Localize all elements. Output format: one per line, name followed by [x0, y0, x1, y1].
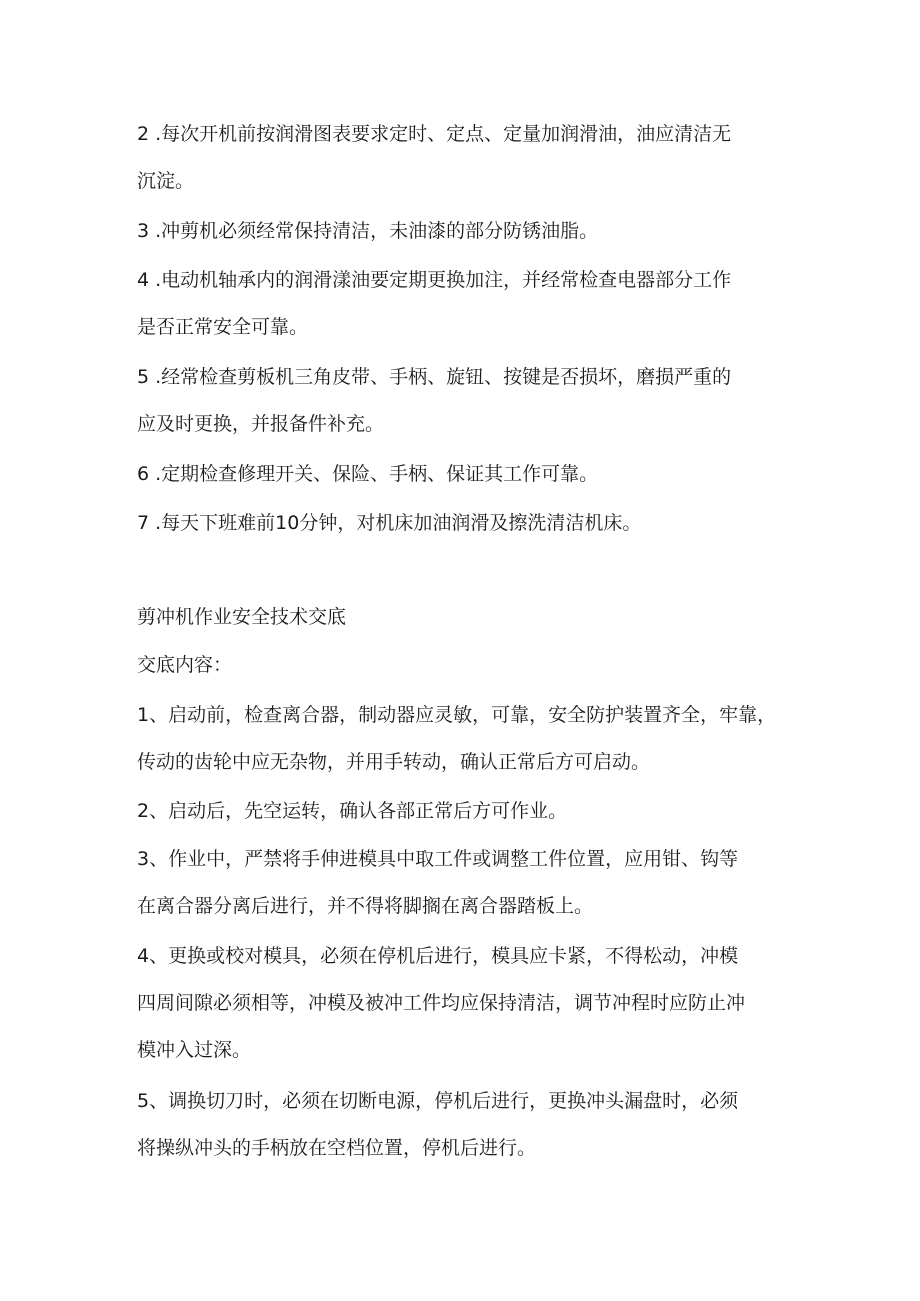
safety-item-3	[137, 836, 787, 930]
safety-item-1-line-1: 1、启动前，检查离合器，制动器应灵敏，可靠，安全防护装置齐全，牢靠，	[137, 704, 777, 726]
safety-item-5-line-2: 将操纵冲头的手柄放在空档位置，停机后进行。	[137, 1137, 537, 1159]
safety-item-1-line-2: 传动的齿轮中应无杂物，并用手转动，确认正常后方可启动。	[137, 751, 651, 773]
safety-item-4-line-1: 4、更换或校对模具，必须在停机后进行，模具应卡紧，不得松动，冲模	[137, 945, 739, 967]
maintenance-item-7	[137, 500, 787, 547]
safety-item-5-line-1: 5、调换切刀时，必须在切断电源，停机后进行，更换冲头漏盘时，必须	[137, 1090, 739, 1112]
safety-item-3-line-1: 3、作业中，严禁将手伸进模具中取工件或调整工件位置，应用钳、钩等	[137, 848, 739, 870]
safety-item-2-line-1: 2、启动后，先空运转，确认各部正常后方可作业。	[137, 800, 568, 822]
maintenance-item-3	[137, 208, 787, 255]
maintenance-item-6-line-1: 6 .定期检查修理开关、保险、手柄、保证其工作可靠。	[137, 463, 599, 485]
maintenance-item-4-line-2: 是否正常安全可靠。	[137, 316, 309, 338]
maintenance-item-2-line-2: 沉淀。	[137, 170, 195, 192]
section-title-text: 剪冲机作业安全技术交底	[137, 606, 347, 628]
maintenance-item-6	[137, 451, 787, 498]
maintenance-item-4	[137, 257, 787, 351]
maintenance-item-5-line-2: 应及时更换，并报备件补充。	[137, 413, 385, 435]
maintenance-item-5	[137, 354, 787, 448]
maintenance-item-2	[137, 111, 787, 205]
section-subtitle	[137, 642, 787, 689]
section-subtitle-text: 交底内容：	[137, 654, 233, 676]
safety-item-1	[137, 692, 787, 786]
maintenance-item-2-line-1: 2 .每次开机前按润滑图表要求定时、定点、定量加润滑油，油应清洁无	[137, 123, 732, 145]
safety-item-3-line-2: 在离合器分离后进行，并不得将脚搁在离合器踏板上。	[137, 895, 594, 917]
maintenance-item-5-line-1: 5 .经常检查剪板机三角皮带、手柄、旋钮、按键是否损坏，磨损严重的	[137, 366, 732, 388]
section-title	[137, 594, 787, 641]
maintenance-item-3-line-1: 3 .冲剪机必须经常保持清洁，未油漆的部分防锈油脂。	[137, 220, 599, 242]
safety-item-2	[137, 788, 787, 835]
maintenance-item-7-line-1: 7 .每天下班难前10分钟，对机床加油润滑及擦洗清洁机床。	[137, 512, 642, 534]
safety-item-4	[137, 933, 787, 1074]
safety-item-4-line-2: 四周间隙必须相等，冲模及被冲工件均应保持清洁，调节冲程时应防止冲	[137, 992, 746, 1014]
safety-item-4-line-3: 模冲入过深。	[137, 1039, 252, 1061]
safety-item-5	[137, 1078, 787, 1172]
maintenance-item-4-line-1: 4 .电动机轴承内的润滑漾油要定期更换加注，并经常检查电器部分工作	[137, 269, 732, 291]
